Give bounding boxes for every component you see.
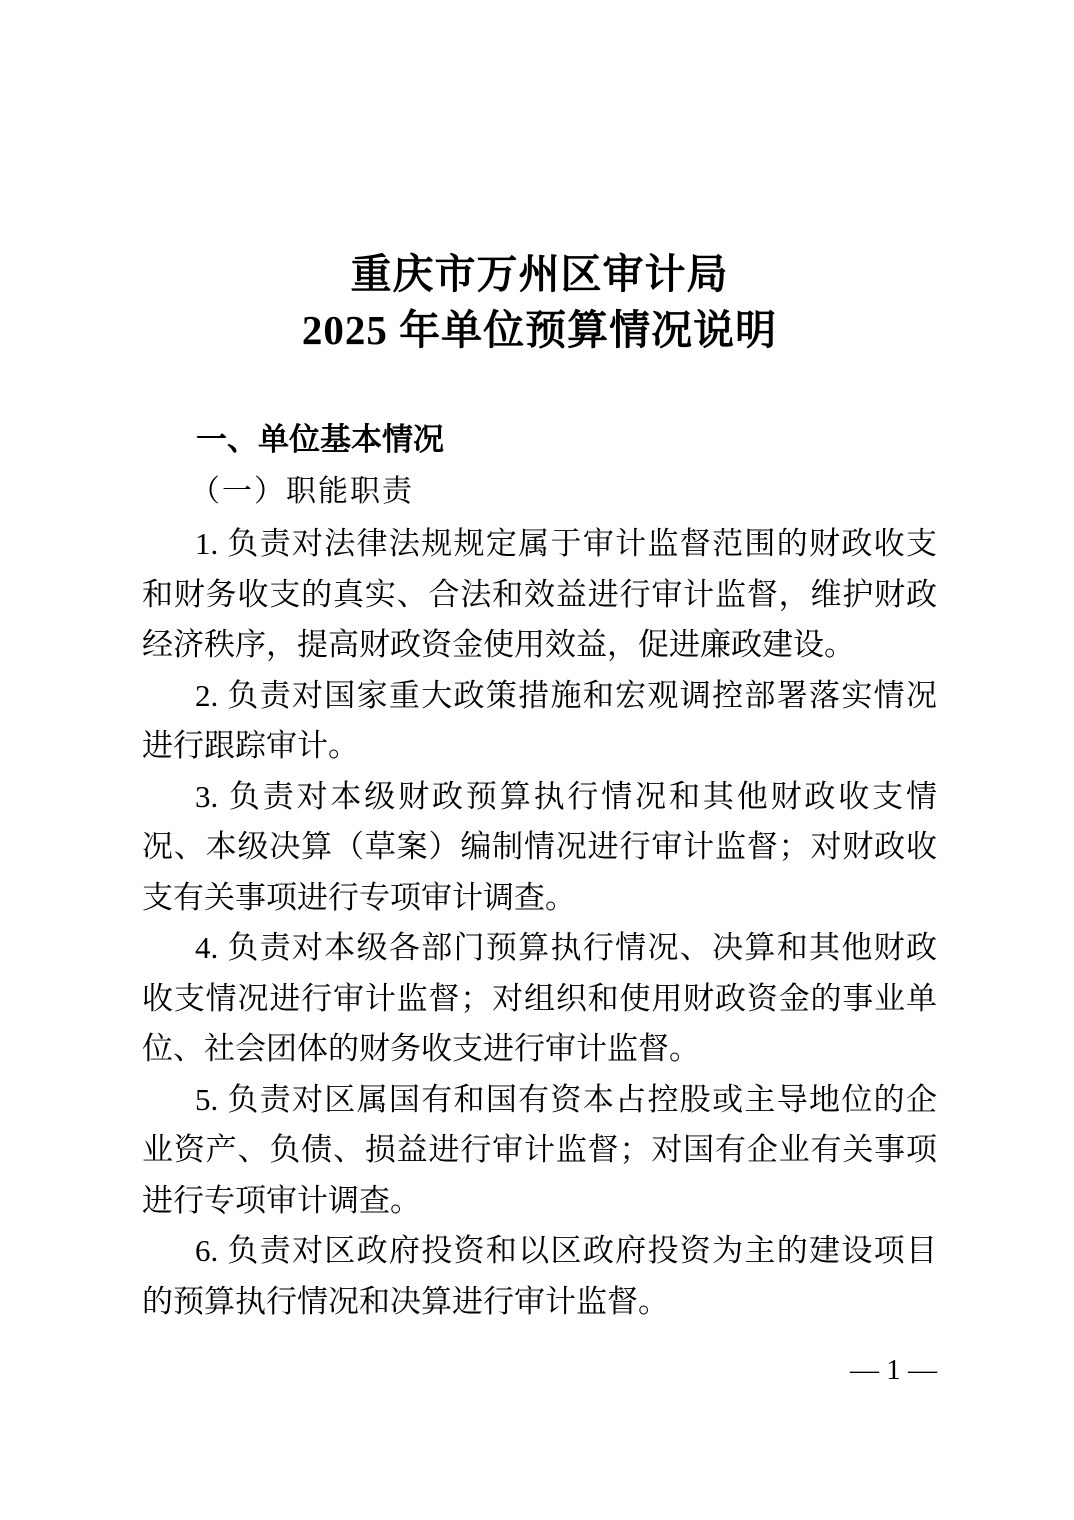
subsection-heading: （一）职能职责 (190, 475, 414, 508)
paragraph-2: 2. 负责对国家重大政策措施和宏观调控部署落实情况进行跟踪审计。 (142, 677, 937, 763)
paragraph-5: 5. 负责对区属国有和国有资本占控股或主导地位的企业资产、负债、损益进行审计监督；对国有企业有关事项进行专项审计调查。 (142, 1081, 937, 1218)
paragraph-3: 3. 负责对本级财政预算执行情况和其他财政收支情况、本级决算（草案）编制情况进行审计监督；对财政收支有关事项进行专项审计调查。 (142, 778, 937, 915)
body-paragraphs (142, 519, 937, 1327)
document-title (142, 246, 937, 358)
document-title-line1: 重庆市万州区审计局 (350, 251, 729, 297)
document-title-line2: 2025 年单位预算情况说明 (301, 307, 778, 353)
paragraph-4: 4. 负责对本级各部门预算执行情况、决算和其他财政收支情况进行审计监督；对组织和使用财政资金的事业单位、社会团体的财务收支进行审计监督。 (142, 930, 937, 1066)
section-heading: 一、单位基本情况 (196, 422, 444, 457)
paragraph-1: 1. 负责对法律法规规定属于审计监督范围的财政收支和财务收支的真实、合法和效益进行审计监督，维护财政经济秩序，提高财政资金使用效益，促进廉政建设。 (142, 526, 937, 662)
paragraph-6: 6. 负责对区政府投资和以区政府投资为主的建设项目的预算执行情况和决算进行审计监督。 (142, 1233, 937, 1319)
page-number: — 1 — (850, 1354, 937, 1386)
